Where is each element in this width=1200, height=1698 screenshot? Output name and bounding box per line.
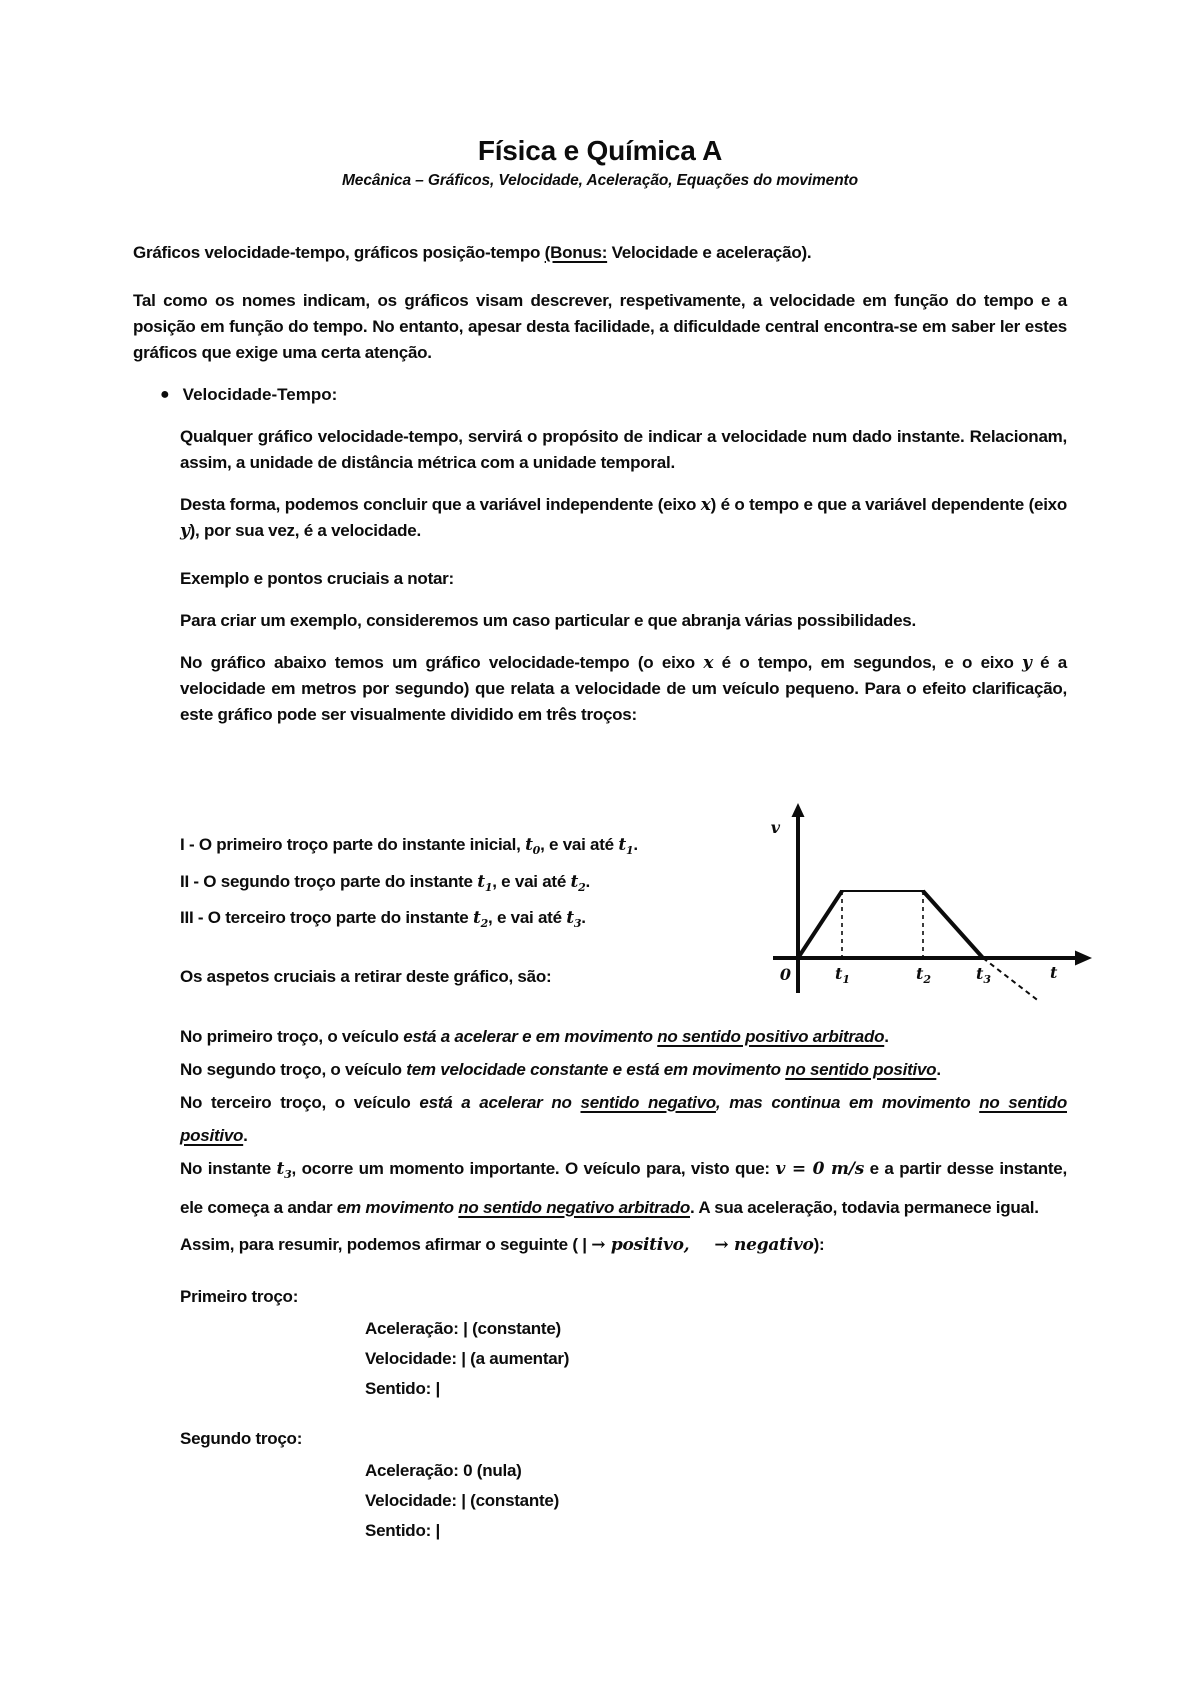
x-axis-arrow-icon: [1075, 951, 1092, 966]
tick-label-t3: $t_3$: [976, 964, 992, 986]
example-paragraph: Para criar um exemplo, consideremos um caso particular e que abranja várias possibilidades.: [180, 611, 916, 630]
first-section-lines: [365, 1314, 1067, 1404]
curve-fall-segment: [923, 891, 983, 958]
list-item-1: I - O primeiro troço parte do instante inicial, $t_0$, e vai até $t_1$.: [180, 835, 638, 857]
summary-line: Assim, para resumir, podemos afirmar o seguinte ( | → positivo, → negativo):: [180, 1234, 825, 1255]
purpose-paragraph: Qualquer gráfico velocidade-tempo, servirá o propósito de indicar a velocidade num dado instante. Relacionam, assim, a unidade de distância métrica com a unidade temporal.: [180, 427, 1067, 472]
aspects-heading: Os aspetos cruciais a retirar deste gráfico, são:: [180, 966, 552, 986]
t-axis-label: t: [1050, 963, 1058, 982]
tick-label-t2: $t_2$: [916, 964, 932, 986]
velocity-time-graph: [688, 803, 1100, 1008]
bullet-icon: ●: [160, 386, 170, 403]
direction-line: Sentido: |: [365, 1378, 440, 1398]
bullet-label: Velocidade-Tempo:: [182, 385, 338, 404]
crucial-point-1: No primeiro troço, o veículo está a acelerar e em movimento no sentido positivo arbitrado.: [180, 1026, 889, 1046]
first-section-title: Primeiro troço:: [180, 1286, 299, 1306]
acceleration-line: Aceleração: | (constante): [365, 1318, 561, 1338]
bullet-item: [160, 382, 1067, 408]
second-section-lines: [365, 1456, 1067, 1546]
y-axis-arrow-icon: [792, 803, 805, 817]
second-section-title: Segundo troço:: [180, 1428, 303, 1448]
page-subtitle: Mecânica – Gráficos, Velocidade, Aceleração, Equações do movimento: [341, 172, 858, 189]
origin-label: 0: [779, 965, 791, 984]
acceleration-line: Aceleração: 0 (nula): [365, 1460, 522, 1480]
tick-label-t1: $t_1$: [835, 964, 851, 986]
v-axis-label: v: [770, 818, 780, 837]
list-item-2: II - O segundo troço parte do instante $t_1$, e vai até $t_2$.: [180, 871, 591, 894]
dashed-continuation: [983, 958, 1040, 1002]
section-heading: Gráficos velocidade-tempo, gráficos posição-tempo (Bonus: Velocidade e aceleração).: [133, 243, 812, 262]
graph-intro-paragraph: No gráfico abaixo temos um gráfico velocidade-tempo (o eixo x é o tempo, em segundos, e o eixo y é a velocidade em metros por segundo) que relata a velocidade de um veículo pequeno. Para o efeito clarificação, este gráfico pode ser visualmente dividido em três troços:: [180, 653, 1067, 724]
page-title: Física e Química A: [477, 135, 723, 166]
velocity-line: Velocidade: | (constante): [365, 1490, 560, 1510]
crucial-point-4: No instante $t_3$, ocorre um momento importante. O veículo para, visto que: v = 0 m/s e a partir desse instante, ele começa a andar em movimento no sentido negativo arbitrado. A sua aceleração, todavia permanece igual.: [180, 1158, 1067, 1217]
list-item-3: III - O terceiro troço parte do instante $t_2$, e vai até $t_3$.: [180, 908, 586, 930]
intro-paragraph: Tal como os nomes indicam, os gráficos visam descrever, respetivamente, a velocidade em função do tempo e a posição em função do tempo. No entanto, apesar desta facilidade, a dificuldade central encontra-se em saber ler estes gráficos que exige uma certa atenção.: [133, 291, 1067, 362]
crucial-point-3: No terceiro troço, o veículo está a acelerar no sentido negativo, mas continua em movimento no sentido positivo.: [180, 1092, 1067, 1145]
crucial-points-block: [180, 1020, 1067, 1224]
curve-rise-segment: [798, 891, 842, 958]
direction-line: Sentido: |: [365, 1520, 440, 1540]
axes-paragraph: Desta forma, podemos concluir que a variável independente (eixo x) é o tempo e que a variável dependente (eixo y), por sua vez, é a velocidade.: [180, 495, 1067, 541]
velocity-line: Velocidade: | (a aumentar): [365, 1348, 570, 1368]
example-heading: Exemplo e pontos cruciais a notar:: [180, 569, 454, 588]
crucial-point-2: No segundo troço, o veículo tem velocidade constante e está em movimento no sentido positivo.: [180, 1059, 941, 1079]
graph-segments-list: [180, 830, 740, 940]
